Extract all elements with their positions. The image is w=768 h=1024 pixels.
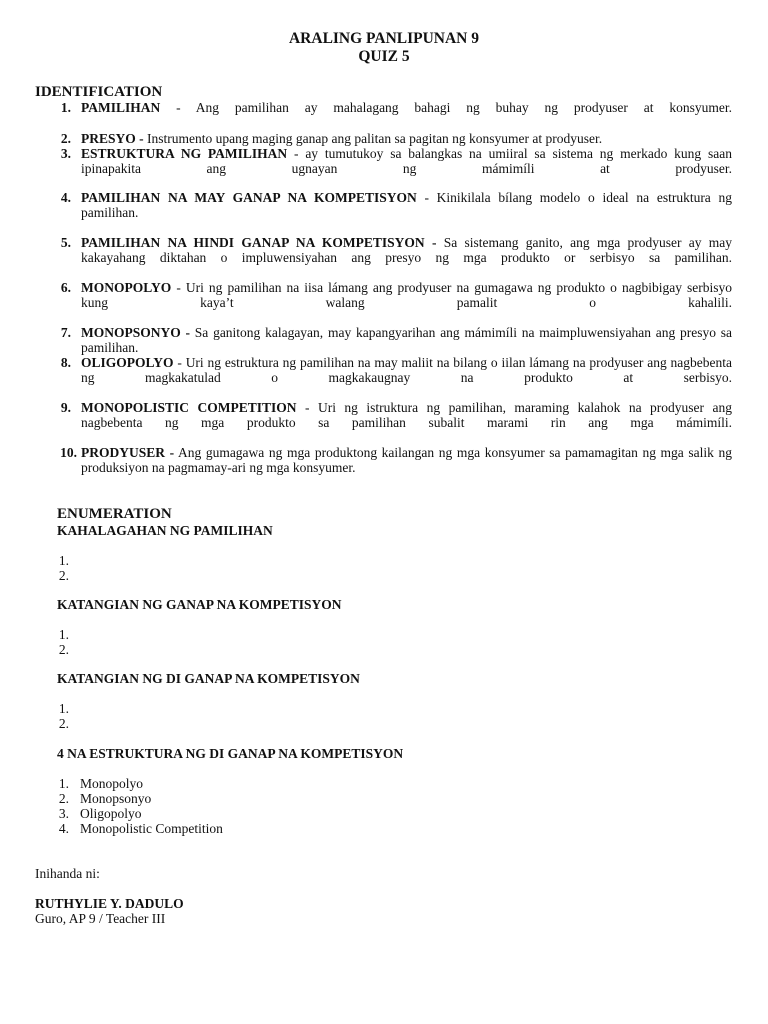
item-definition: Kinikilala bílang modelo o ideal na estruktura ng pamilihan. xyxy=(81,190,733,220)
identification-item: 6. MONOPOLYO - Uri ng pamilihan na iisa lámang ang prodyuser na gumagawa ng produkto o nagbibigay serbisyo kung kaya’t walang pamalit o kahalili. xyxy=(57,280,732,310)
list-item: 1. xyxy=(58,701,69,716)
item-term: PAMILIHAN xyxy=(81,100,161,115)
list-item: 4. Monopolistic Competition xyxy=(58,821,223,836)
identification-item: 8. OLIGOPOLYO - Uri ng estruktura ng pamilihan na may maliit na bilang o iilan lámang na prodyuser ang nagbebenta ng magkakatulad o magkakaugnay na produkto at serbisyo. xyxy=(57,355,732,385)
item-number: 8. xyxy=(60,355,71,370)
identification-item xyxy=(57,325,732,355)
quiz-label: QUIZ 5 xyxy=(358,48,410,65)
identification-item: 4. PAMILIHAN NA MAY GANAP NA KOMPETISYON - Kinikilala bílang modelo o ideal na estruktura ng pamilihan. xyxy=(57,190,732,220)
item-term: PRODYUSER - xyxy=(81,445,175,460)
item-term: PRESYO - xyxy=(81,131,144,146)
item-term: MONOPOLISTIC COMPETITION xyxy=(81,400,297,415)
item-definition: Uri ng estruktura ng pamilihan na may maliit na bilang o iilan lámang na prodyuser ang nagbebenta ng magkakatulad o magkakaugnay na produkto at serbisyo. xyxy=(81,355,732,385)
identification-item xyxy=(57,131,732,146)
item-number: 7. xyxy=(60,325,71,340)
list-item: 1. Monopolyo xyxy=(58,776,144,791)
item-term: OLIGOPOLYO xyxy=(81,355,174,370)
item-definition: Uri ng istruktura ng pamilihan, maraming kalahok na prodyuser ang nagbebenta ng mga produkto sa pamilihan subalit marami rin ang mga mámimíli. xyxy=(81,400,732,430)
item-number: 10. xyxy=(60,445,77,460)
item-definition: ay tumutukoy sa balangkas na umiiral sa sistema ng merkado kung saan ipinapakita ang ugnayan ng mámimíli at prodyuser. xyxy=(81,146,732,176)
item-definition: Ang gumagawa ng mga produktong kailangan ng mga konsyumer sa pamamagitan ng mga salik ng produksiyon na pagmamay-ari ng mga konsyumer. xyxy=(81,445,732,475)
list-item: 2. xyxy=(58,642,69,657)
document-title: ARALING PANLIPUNAN 9 xyxy=(288,30,480,47)
item-number: 1. xyxy=(60,100,71,115)
enumeration-heading: ENUMERATION xyxy=(57,506,172,522)
item-term: PAMILIHAN NA MAY GANAP NA KOMPETISYON xyxy=(81,190,417,205)
item-number: 3. xyxy=(60,146,71,161)
item-definition: Ang pamilihan ay mahalagang bahagi ng buhay ng prodyuser at konsyumer. xyxy=(195,100,732,115)
identification-item xyxy=(57,235,732,265)
section-title: KATANGIAN NG GANAP NA KOMPETISYON xyxy=(57,597,342,612)
item-number: 6. xyxy=(60,280,71,295)
item-definition: Sa ganitong kalagayan, may kapangyarihan ang mámimíli na maimpluwensiyahan ang presyo sa pamilihan. xyxy=(81,325,732,355)
item-definition: Sa sistemang ganito, ang mga prodyuser ay may kakayahang diktahan o impluwensiyahan ang presyo ng mga produkto or serbisyo sa pamilihan. xyxy=(81,235,733,265)
teacher-name: RUTHYLIE Y. DADULO xyxy=(35,896,184,911)
item-number: 2. xyxy=(60,131,71,146)
section-title: KATANGIAN NG DI GANAP NA KOMPETISYON xyxy=(57,671,360,686)
list-item: 1. xyxy=(58,627,69,642)
identification-heading: IDENTIFICATION xyxy=(35,84,163,100)
item-term: ESTRUKTURA NG PAMILIHAN xyxy=(81,146,288,161)
list-item: 2. Monopsonyo xyxy=(58,791,152,806)
list-item: 2. xyxy=(58,568,69,583)
list-item: 3. Oligopolyo xyxy=(58,806,142,821)
section-title: KAHALAGAHAN NG PAMILIHAN xyxy=(57,523,273,538)
item-term: MONOPOLYO xyxy=(81,280,172,295)
identification-item: 9. MONOPOLISTIC COMPETITION - Uri ng istruktura ng pamilihan, maraming kalahok na prodyuser ang nagbebenta ng mga produkto sa pamilihan subalit marami rin ang mga mámimíli. xyxy=(57,400,732,430)
identification-item xyxy=(57,445,732,475)
item-definition: Instrumento upang maging ganap ang palitan sa pagitan ng konsyumer at prodyuser. xyxy=(147,131,603,146)
item-term: MONOPSONYO - xyxy=(81,325,191,340)
section-title: 4 NA ESTRUKTURA NG DI GANAP NA KOMPETISYON xyxy=(57,746,404,761)
prepared-by-label: Inihanda ni: xyxy=(35,866,100,881)
item-number: 4. xyxy=(60,190,71,205)
list-item: 2. xyxy=(58,716,69,731)
item-term: PAMILIHAN NA HINDI GANAP NA KOMPETISYON - xyxy=(81,235,437,250)
identification-item: 3. ESTRUKTURA NG PAMILIHAN - ay tumutukoy sa balangkas na umiiral sa sistema ng merkado kung saan ipinapakita ang ugnayan ng mámimíli at prodyuser. xyxy=(57,146,732,176)
list-item: 1. xyxy=(58,553,69,568)
item-definition: Uri ng pamilihan na iisa lámang ang prodyuser na gumagawa ng produkto o nagbibigay serbisyo kung kaya’t walang pamalit o kahalili. xyxy=(81,280,732,310)
identification-item: 1. PAMILIHAN - Ang pamilihan ay mahalagang bahagi ng buhay ng prodyuser at konsyumer. xyxy=(57,100,732,115)
item-number: 9. xyxy=(60,400,71,415)
item-number: 5. xyxy=(60,235,71,250)
teacher-position: Guro, AP 9 / Teacher III xyxy=(35,911,166,926)
